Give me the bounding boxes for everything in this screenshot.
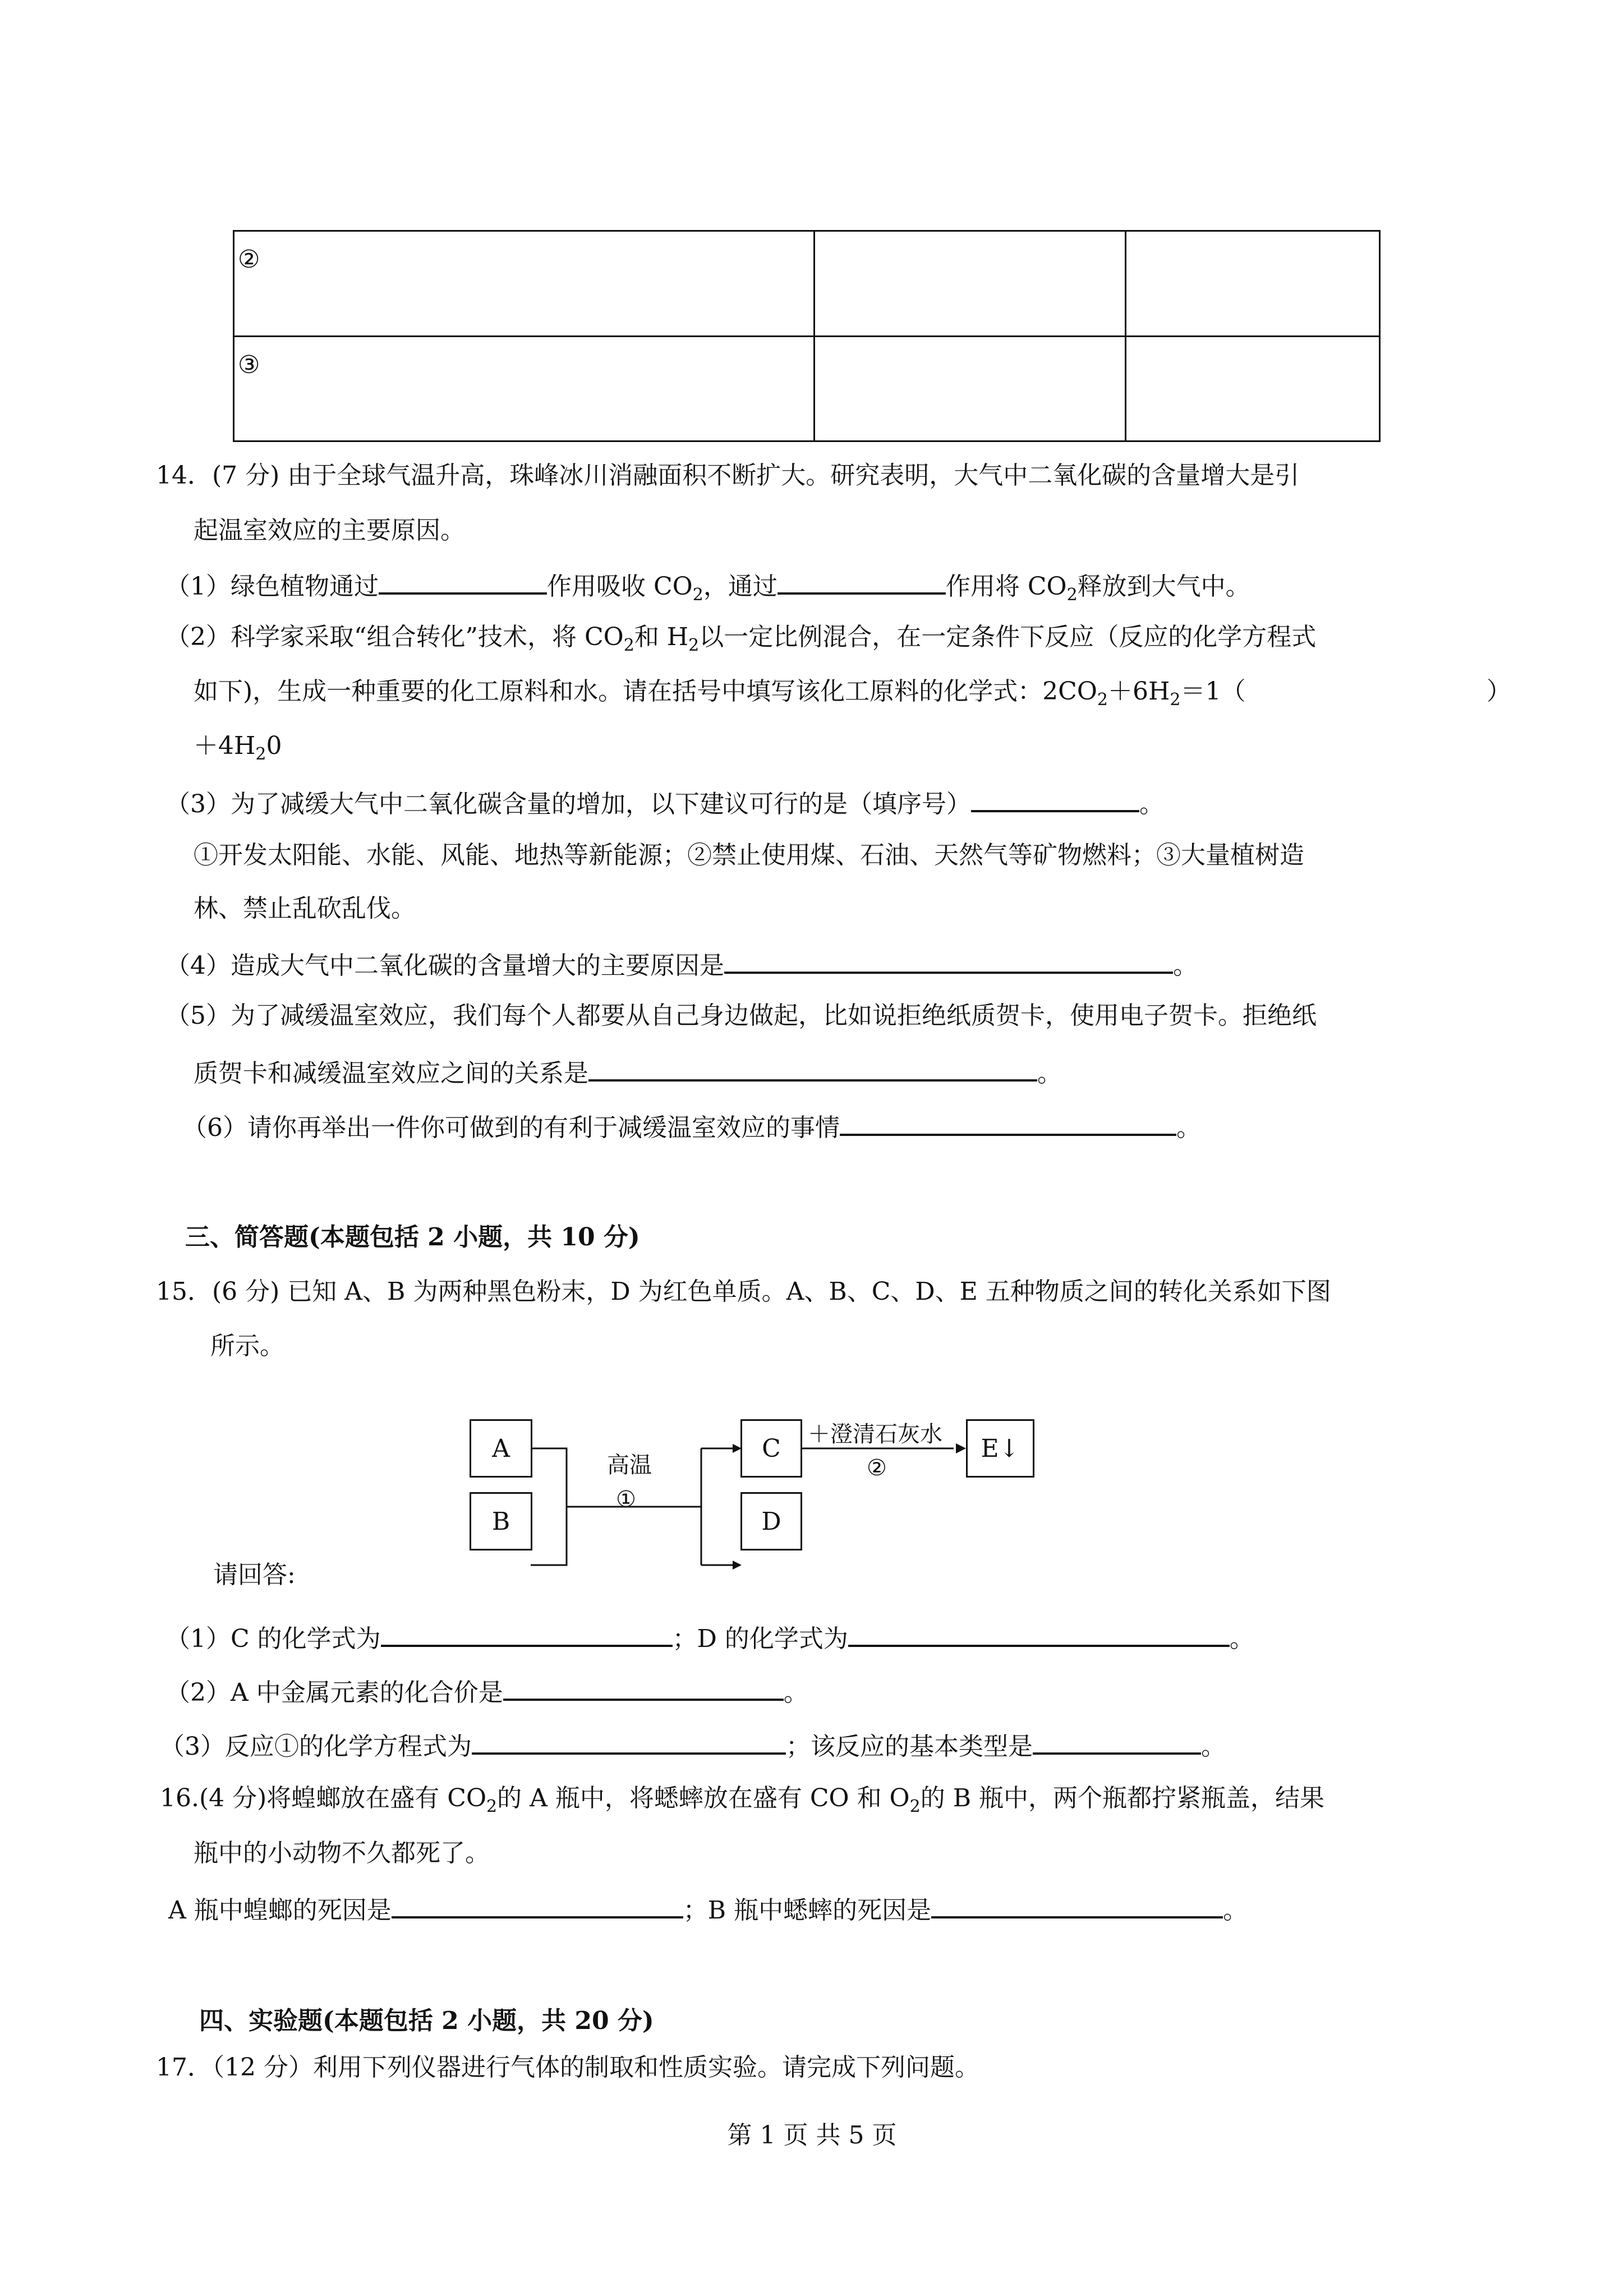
box-c: C (740, 1419, 802, 1478)
step-1-label: ① (616, 1487, 636, 1512)
q15-part3-blank2[interactable] (1033, 1728, 1201, 1755)
q14-part5-end: 。 (1037, 1059, 1062, 1088)
q14-part2-text-b: 和 H (634, 623, 689, 651)
q14-part5-line1: （5）为了减缓温室效应，我们每个人都要从自己身边做起，比如说拒绝纸质贺卡，使用电子贺卡。拒绝纸 (165, 1001, 1317, 1030)
q14-part2-text-h: 0 (266, 731, 282, 760)
q14-part1: （1）绿色植物通过 作用吸收 $CO_2$，通过 作用将 $CO_2$释放到大气中。 (165, 568, 1250, 611)
q14-part2-text-d: 如下)，生成一种重要的化工原料和水。请在括号中填写该化工原料的化学式：2CO (194, 677, 1097, 706)
q15-part1-text-a: （1）C 的化学式为 (165, 1625, 381, 1653)
q14-part3-options-line2: 林、禁止乱砍乱伐。 (194, 894, 416, 923)
box-d: D (740, 1492, 802, 1550)
condition-high-temp: 高温 (607, 1452, 652, 1478)
q15-part3-text-a: （3）反应①的化学方程式为 (160, 1732, 472, 1761)
q16-blank1[interactable] (392, 1892, 683, 1918)
arrowhead-e (956, 1443, 966, 1453)
q15-intro-line1: 15．(6 分) 已知 A、B 为两种黑色粉末，D 为红色单质。A、B、C、D、E 五种物质之间的转化关系如下图 (156, 1277, 1331, 1306)
q14-part5-text: 质贺卡和减缓温室效应之间的关系是 (194, 1059, 588, 1088)
q16-text-b: 的 A 瓶中，将蟋蟀放在盛有 CO 和 O (497, 1784, 910, 1812)
box-e: E↓ (966, 1419, 1034, 1478)
q16-line1: 16.(4 分)将蝗螂放在盛有 $CO_2$的 A 瓶中，将蟋蟀放在盛有 CO 和 $O_2$的 B 瓶中，两个瓶都拧紧瓶盖，结果 (160, 1784, 1325, 1816)
q15-part3-text-b: ；该反应的基本类型是 (786, 1732, 1033, 1761)
q15-part1-blank1[interactable] (381, 1620, 673, 1647)
q16-text-d: A 瓶中蝗螂的死因是 (168, 1896, 392, 1925)
q14-part2-line1: （2）科学家采取“组合转化”技术，将 $CO_2$和 $H_2$以一定比例混合，在一定条件下反应（反应的化学方程式 (165, 623, 1317, 655)
q14-intro-line1: 14．(7 分) 由于全球气温升高，珠峰冰川消融面积不断扩大。研究表明，大气中二氧化碳的含量增大是引 (156, 461, 1300, 490)
step-2-label: ② (867, 1455, 887, 1481)
q16-blank2[interactable] (931, 1892, 1223, 1918)
box-a: A (470, 1419, 532, 1478)
q14-part2-text-c: 以一定比例混合，在一定条件下反应（反应的化学方程式 (699, 623, 1317, 651)
q16-line3 (168, 1892, 1248, 1926)
q14-part1-text-a: （1）绿色植物通过 (165, 572, 379, 601)
table-cell-marker: ③ (234, 336, 815, 441)
q14-part2-text-e: ＋6H (1108, 677, 1170, 706)
q16-text-e: ；B 瓶中蟋蟀的死因是 (683, 1896, 932, 1925)
q15-part1-end: 。 (1229, 1625, 1254, 1653)
q14-part2-line3: $+4H_20$ (194, 731, 282, 764)
q14-part1-text-b: 作用吸收 CO (547, 572, 693, 601)
q15-part2-text: （2）A 中金属元素的化合价是 (165, 1678, 503, 1707)
q14-part6-end: 。 (1176, 1114, 1201, 1142)
section4-title: 四、实验题(本题包括 2 小题，共 20 分) (199, 2007, 654, 2035)
q15-part1-text-b: ；D 的化学式为 (672, 1625, 848, 1653)
q14-part2-text-f: ＝1（ (1180, 677, 1246, 706)
q14-part2-paren-close: ） (1487, 677, 1511, 706)
q14-part1-text-e: 释放到大气中。 (1077, 572, 1250, 601)
q15-part2-blank[interactable] (503, 1674, 784, 1701)
table-cell-marker: ② (234, 231, 815, 337)
q14-part1-text-d: 作用将 CO (945, 572, 1067, 601)
q14-part2-line2: 如下)，生成一种重要的化工原料和水。请在括号中填写该化工原料的化学式：$2CO_2+6H_2=1$（ (194, 677, 1246, 710)
q14-part4-end: 。 (1173, 951, 1198, 980)
q15-part3-end: 。 (1201, 1732, 1226, 1761)
q15-part1 (165, 1620, 1254, 1655)
q14-part3-end: 。 (1139, 790, 1164, 818)
q15-part3-blank1[interactable] (472, 1728, 786, 1755)
q15-reply-prompt: 请回答: (213, 1561, 296, 1589)
connector-ab (531, 1448, 567, 1565)
q15-part3 (160, 1728, 1226, 1763)
q14-part4-text: （4）造成大气中二氧化碳的含量增大的主要原因是 (165, 951, 724, 980)
section3-title: 三、简答题(本题包括 2 小题，共 10 分) (185, 1223, 640, 1251)
q15-part2 (165, 1674, 808, 1709)
box-b: B (470, 1492, 532, 1550)
q17-intro: 17．（12 分）利用下列仪器进行气体的制取和性质实验。请完成下列问题。 (156, 2053, 979, 2082)
q14-part3-options-line1: ①开发太阳能、水能、风能、地热等新能源；②禁止使用煤、石油、天然气等矿物燃料；③大量植树造 (194, 841, 1304, 869)
q16-line2: 瓶中的小动物不久都死了。 (194, 1839, 490, 1867)
page-footer: 第 1 页 共 5 页 (727, 2121, 897, 2150)
q15-part2-end: 。 (783, 1678, 808, 1707)
arrowhead-d (733, 1561, 742, 1570)
q16-text-c: 的 B 瓶中，两个瓶都拧紧瓶盖，结果 (920, 1784, 1325, 1812)
q16-end: 。 (1223, 1896, 1248, 1925)
q14-part3-text: （3）为了减缓大气中二氧化碳含量的增加，以下建议可行的是（填序号） (165, 790, 971, 818)
q14-part2-text-a: （2）科学家采取“组合转化”技术，将 CO (165, 623, 624, 651)
q15-intro-line2: 所示。 (210, 1332, 284, 1360)
condition-limewater: ＋澄清石灰水 (808, 1421, 942, 1447)
q14-part1-text-c: ，通过 (703, 572, 778, 601)
q16-text-a: 16.(4 分)将蝗螂放在盛有 CO (160, 1784, 487, 1812)
q15-part1-blank2[interactable] (848, 1620, 1230, 1647)
q14-part6-text: （6）请你再举出一件你可做到的有利于减缓温室效应的事情 (182, 1114, 840, 1142)
q14-part2-text-g: ＋4H (194, 731, 256, 760)
q14-intro-line2: 起温室效应的主要原因。 (194, 516, 465, 545)
